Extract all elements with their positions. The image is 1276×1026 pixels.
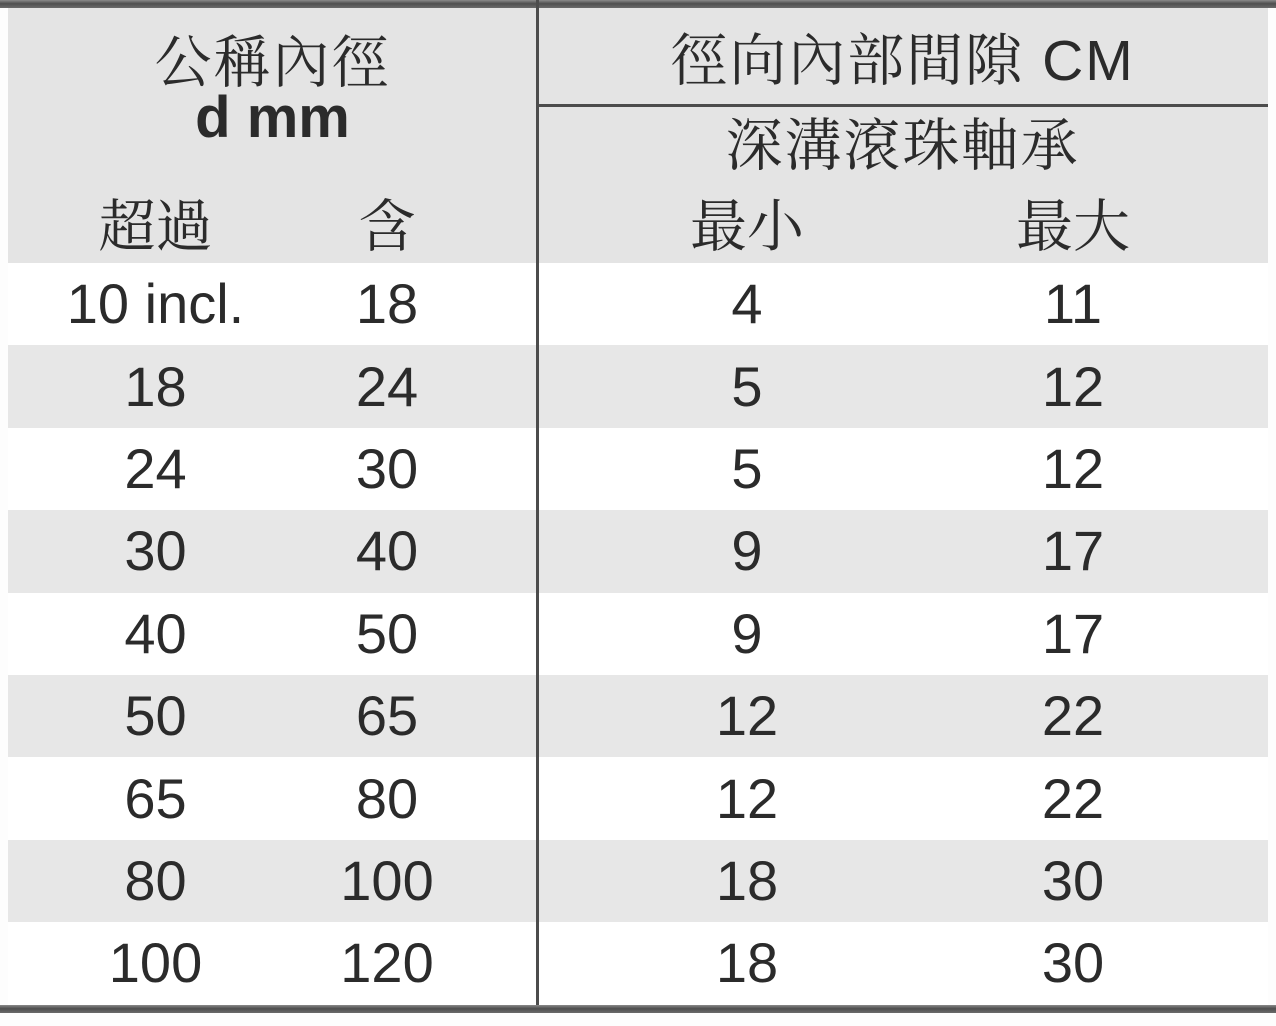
bore-diameter-unit: d mm — [195, 85, 350, 150]
bore-diameter-column-labels — [8, 195, 537, 259]
cell-incl: 30 — [355, 436, 419, 500]
column-header-min: 最小 — [690, 195, 804, 259]
cell-incl: 100 — [340, 848, 434, 912]
cell-over: 24 — [124, 436, 187, 500]
cell-max: 30 — [1041, 848, 1105, 912]
cell-incl: 120 — [340, 931, 434, 995]
cell-over: 30 — [124, 519, 187, 583]
cell-over: 10 incl. — [66, 272, 245, 336]
cell-max: 17 — [1041, 601, 1105, 665]
cell-incl: 65 — [355, 684, 419, 748]
cell-over: 65 — [124, 766, 187, 830]
cell-min: 12 — [715, 766, 779, 830]
deep-groove-ball-bearing-label: 深溝滾珠軸承 — [725, 114, 1080, 178]
cell-over: 80 — [124, 848, 187, 912]
table-row — [8, 922, 1268, 1004]
cell-incl: 18 — [355, 272, 419, 336]
cell-max: 12 — [1041, 436, 1105, 500]
cell-over: 40 — [124, 601, 187, 665]
cell-incl: 50 — [355, 601, 419, 665]
cell-max: 11 — [1043, 272, 1103, 336]
table-row — [8, 675, 1268, 757]
cell-min: 4 — [731, 272, 763, 336]
cell-min: 18 — [715, 848, 779, 912]
cell-max: 12 — [1041, 354, 1105, 418]
cell-min: 12 — [715, 684, 779, 748]
column-header-incl: 含 — [358, 195, 416, 259]
cell-over: 18 — [124, 354, 187, 418]
table-row — [8, 510, 1268, 592]
spacer — [1189, 195, 1268, 259]
cell-max: 17 — [1041, 519, 1105, 583]
cell-min: 18 — [715, 931, 779, 995]
clearance-column-labels — [537, 195, 1268, 259]
table — [8, 8, 1268, 1005]
cell-incl: 40 — [355, 519, 419, 583]
table-header — [8, 8, 1268, 263]
table-top-border — [0, 0, 1276, 8]
cell-incl: 24 — [355, 354, 419, 418]
table-row — [8, 345, 1268, 427]
table-body — [8, 263, 1268, 1005]
table-row — [8, 428, 1268, 510]
cell-incl: 80 — [355, 766, 419, 830]
cell-min: 5 — [731, 354, 763, 418]
header-group-radial-clearance — [537, 8, 1268, 263]
cell-min: 5 — [731, 436, 763, 500]
table-bottom-border — [0, 1005, 1276, 1013]
vertical-divider-line — [536, 0, 539, 1013]
column-header-max: 最大 — [1016, 195, 1130, 259]
table-row — [8, 593, 1268, 675]
bore-diameter-title: 公稱內徑 — [154, 31, 391, 95]
header-divider-line — [537, 104, 1268, 107]
column-header-over: 超過 — [98, 195, 213, 259]
cell-min: 9 — [731, 519, 763, 583]
radial-clearance-title: 徑向內部間隙 CM — [670, 29, 1135, 93]
table-row — [8, 757, 1268, 839]
cell-min: 9 — [731, 601, 763, 665]
spacer — [471, 195, 537, 259]
cell-max: 22 — [1041, 684, 1105, 748]
cell-over: 100 — [108, 931, 203, 995]
table-row — [8, 840, 1268, 922]
cell-over: 50 — [124, 684, 187, 748]
cell-max: 30 — [1041, 931, 1105, 995]
table-row — [8, 263, 1268, 345]
cell-max: 22 — [1041, 766, 1105, 830]
header-group-bore-diameter — [8, 8, 537, 263]
